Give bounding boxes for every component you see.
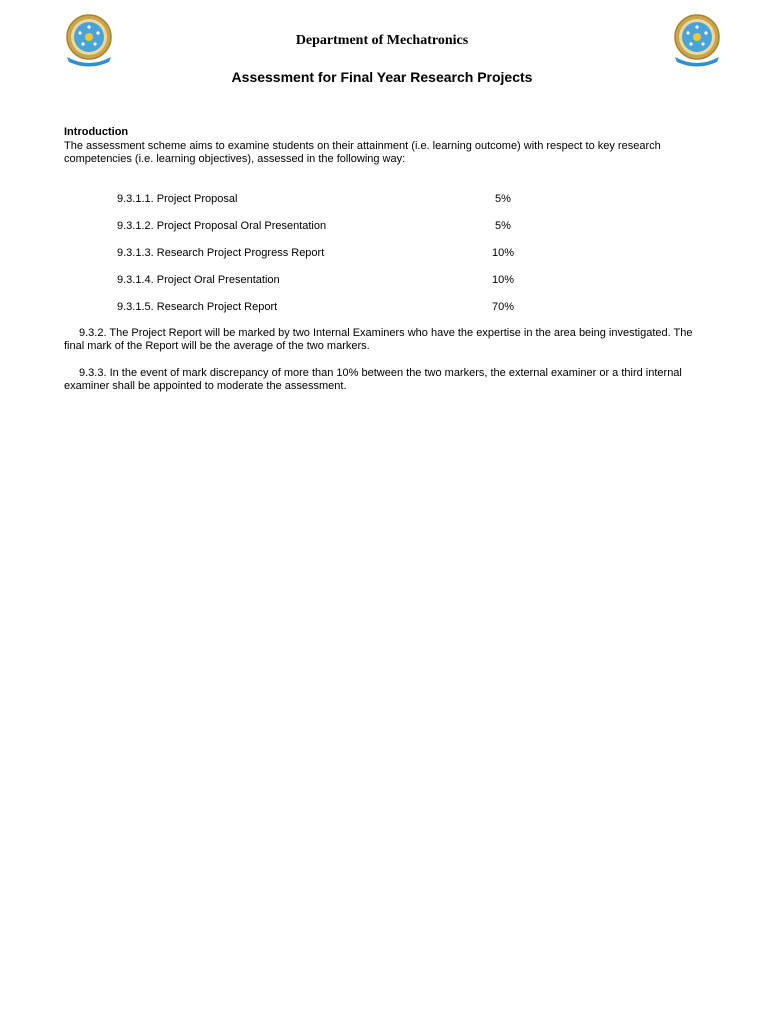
assessment-item-label: 9.3.1.5. Research Project Report bbox=[117, 301, 278, 313]
paragraph-9-3-2: 9.3.2. The Project Report will be marked by two Internal Examiners who have the expertise in the area being investigated. The final mark of the Report will be the average of the two markers. bbox=[64, 327, 693, 352]
assessment-item-weight: 10% bbox=[491, 247, 515, 259]
assessment-item-weight: 10% bbox=[491, 274, 515, 286]
assessment-item bbox=[117, 220, 557, 247]
assessment-item bbox=[117, 274, 557, 301]
assessment-item-weight: 70% bbox=[491, 301, 515, 313]
assessment-item-weight: 5% bbox=[495, 220, 511, 232]
assessment-item-label: 9.3.1.3. Research Project Progress Report bbox=[117, 247, 325, 259]
assessment-items-list bbox=[117, 193, 557, 328]
introduction-text: The assessment scheme aims to examine students on their attainment (i.e. learning outcome) with respect to key research competencies (i.e. learning objectives), assessed in the following way: bbox=[64, 140, 661, 165]
assessment-item bbox=[117, 301, 557, 328]
assessment-item-label: 9.3.1.2. Project Proposal Oral Presentation bbox=[117, 220, 327, 232]
introduction-heading: Introduction bbox=[64, 126, 129, 138]
department-name: Department of Mechatronics bbox=[295, 33, 469, 48]
assessment-item bbox=[117, 247, 557, 274]
assessment-item-label: 9.3.1.1. Project Proposal bbox=[117, 193, 238, 205]
assessment-item-label: 9.3.1.4. Project Oral Presentation bbox=[117, 274, 280, 286]
assessment-item-weight: 5% bbox=[495, 193, 511, 205]
paragraph-9-3-3: 9.3.3. In the event of mark discrepancy of more than 10% between the two markers, the external examiner or a third internal examiner shall be appointed to moderate the assessment. bbox=[64, 367, 682, 392]
assessment-item bbox=[117, 193, 557, 220]
page-title: Assessment for Final Year Research Projects bbox=[231, 69, 533, 85]
